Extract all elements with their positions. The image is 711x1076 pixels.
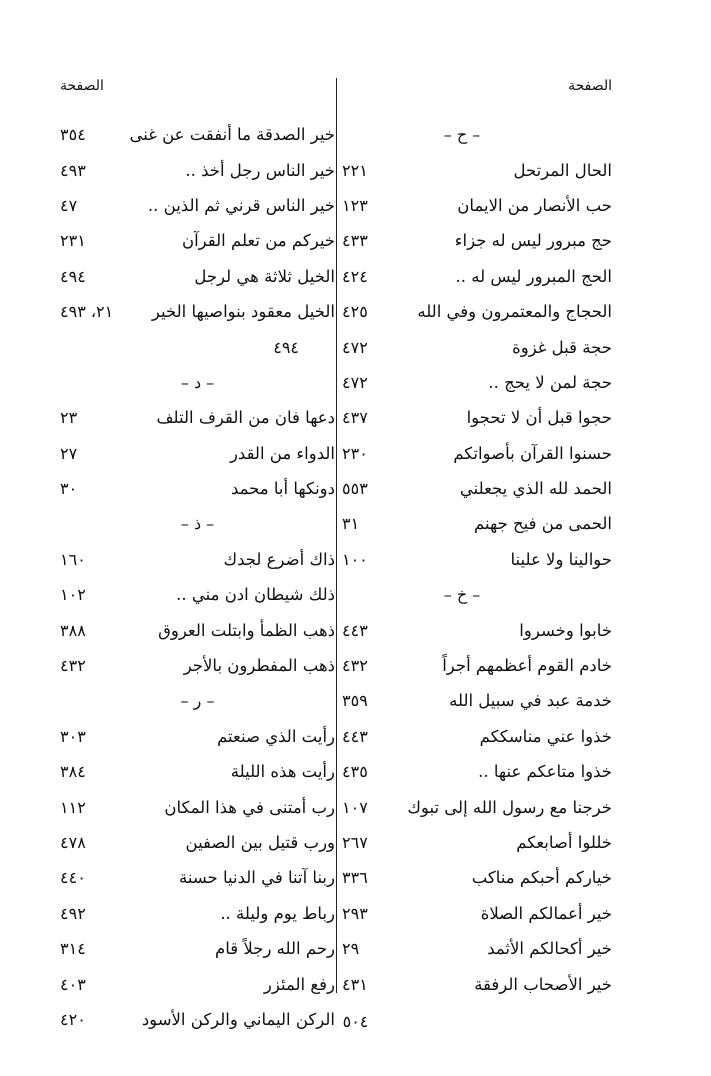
entry-text: ربنا آتنا في الدنيا حسنة xyxy=(179,868,335,888)
right-column xyxy=(342,0,612,1076)
index-entry xyxy=(342,825,612,860)
entry-text: رباط يوم وليلة .. xyxy=(220,903,335,923)
entry-text: خيركم من تعلم القرآن xyxy=(181,231,335,251)
entry-page-number: ١٠٢ xyxy=(60,585,86,605)
entry-page-number: ٢٧ xyxy=(60,443,78,463)
entry-page-number: ٢٩٣ xyxy=(342,903,368,923)
index-entry xyxy=(60,896,335,931)
index-entry xyxy=(342,754,612,789)
section-letter: – خ – xyxy=(443,585,481,605)
index-entry xyxy=(60,294,335,329)
entry-page-number: ٤٩٤ xyxy=(273,337,299,357)
index-entry xyxy=(60,860,335,895)
section-letter: – ح – xyxy=(443,125,481,145)
index-entry xyxy=(342,719,612,754)
entry-page-number: ٤٩٣ xyxy=(60,160,86,180)
entry-text: الحج المبرور ليس له .. xyxy=(455,266,612,286)
index-entry xyxy=(342,436,612,471)
page-number: ٥٠٤ xyxy=(342,1012,369,1031)
right-column-rows xyxy=(342,117,612,1002)
entry-text: ذهب الظمأ وابتلت العروق xyxy=(158,620,335,640)
entry-text: خدمة عبد في سبيل الله xyxy=(449,691,612,711)
entry-page-number: ٤٤٣ xyxy=(342,726,368,746)
section-letter-heading xyxy=(60,506,335,541)
entry-page-number: ٣٥٩ xyxy=(342,691,368,711)
entry-page-number: ٣١ xyxy=(342,514,360,534)
entry-page-number: ١٦٠ xyxy=(60,549,86,569)
index-entry xyxy=(342,683,612,718)
entry-page-number: ٤٤٣ xyxy=(342,620,368,640)
entry-text: ذاك أضرع لجدك xyxy=(223,549,335,569)
column-divider xyxy=(336,78,337,993)
entry-page-number: ٤٣٢ xyxy=(60,656,86,676)
index-entry xyxy=(60,400,335,435)
index-entry xyxy=(60,648,335,683)
entry-text: رأيت هذه الليلة xyxy=(230,762,335,782)
entry-page-number: ٣١٤ xyxy=(60,939,86,959)
index-entry xyxy=(60,966,335,1001)
index-entry xyxy=(60,577,335,612)
index-entry xyxy=(342,612,612,647)
index-entry xyxy=(342,966,612,1001)
index-entry xyxy=(342,931,612,966)
entry-text: رحم الله رجلاً قام xyxy=(215,939,335,959)
entry-text: خذوا عني مناسككم xyxy=(479,726,612,746)
entry-page-number: ١١٢ xyxy=(60,797,86,817)
section-letter-heading xyxy=(342,577,612,612)
index-entry xyxy=(60,223,335,258)
entry-page-number: ٢٩ xyxy=(342,939,360,959)
entry-text: حوالينا ولا علينا xyxy=(510,549,612,569)
entry-page-number: ٤٤٠ xyxy=(60,868,86,888)
entry-text: الحال المرتحل xyxy=(513,160,612,180)
entry-text: خللوا أصابعكم xyxy=(516,833,612,852)
entry-page-number: ٤٣١ xyxy=(342,974,368,994)
entry-text: حب الأنصار من الايمان xyxy=(457,195,612,215)
index-entry xyxy=(60,754,335,789)
entry-text: الحجاج والمعتمرون وفي الله xyxy=(417,302,612,322)
entry-text: خذوا متاعكم عنها .. xyxy=(478,762,612,782)
section-letter: – ر – xyxy=(180,691,215,711)
entry-text: حسنوا القرآن بأصواتكم xyxy=(453,443,612,463)
entry-text: خرجنا مع رسول الله إلى تبوك xyxy=(407,797,612,817)
section-letter-heading xyxy=(342,117,612,152)
section-letter: – ذ – xyxy=(180,514,215,534)
entry-page-number: ٢٣١ xyxy=(60,231,86,251)
entry-page-number: ٢٣ xyxy=(60,408,78,428)
entry-text: خير الأصحاب الرفقة xyxy=(474,974,612,994)
entry-text: خير الناس قرني ثم الذين .. xyxy=(147,195,335,215)
entry-text: حجوا قبل أن لا تحجوا xyxy=(466,408,612,428)
index-entry xyxy=(342,789,612,824)
entry-page-number: ١٠٧ xyxy=(342,797,368,817)
entry-page-number: ٣٨٤ xyxy=(60,762,86,782)
page-column-header: الصفحة xyxy=(568,78,612,94)
index-entry xyxy=(342,294,612,329)
index-entry xyxy=(60,825,335,860)
entry-text: ورب قتيل بين الصفين xyxy=(185,833,335,852)
entry-page-number: ٣٣٦ xyxy=(342,868,368,888)
entry-text: ذلك شيطان ادن مني .. xyxy=(176,585,335,605)
entry-text: الخيل ثلاثة هي لرجل xyxy=(194,266,335,286)
section-letter-heading xyxy=(60,365,335,400)
entry-page-number: ٣٠ xyxy=(60,479,78,499)
index-entry xyxy=(342,223,612,258)
left-column xyxy=(60,0,335,1076)
entry-page-number: ٤٢٤ xyxy=(342,266,368,286)
entry-text: الخيل معقود بنواصيها الخير xyxy=(151,302,335,322)
entry-page-number: ١٢٣ xyxy=(342,195,368,215)
entry-text: خير أعمالكم الصلاة xyxy=(480,903,612,923)
index-entry xyxy=(342,259,612,294)
entry-page-number: ٤٧٨ xyxy=(60,833,86,852)
entry-text: حجة قبل غزوة xyxy=(512,337,612,357)
index-entry xyxy=(342,648,612,683)
entry-page-number: ٢٢١ xyxy=(342,160,368,180)
index-entry xyxy=(60,789,335,824)
entry-text: رب أمتنى في هذا المكان xyxy=(164,797,335,817)
section-letter: – د – xyxy=(180,372,215,392)
section-letter-heading xyxy=(60,683,335,718)
index-entry xyxy=(60,188,335,223)
entry-page-number: ٢٣٠ xyxy=(342,443,368,463)
entry-page-number: ٤٣٧ xyxy=(342,408,368,428)
entry-text: رأيت الذي صنعتم xyxy=(217,726,335,746)
index-entry xyxy=(342,506,612,541)
entry-text: حج مبرور ليس له جزاء xyxy=(454,231,612,251)
entry-text: حجة لمن لا يحج .. xyxy=(488,372,612,392)
entry-text: دعها فان من القرف التلف xyxy=(156,408,335,428)
entry-text: رفع المئزر xyxy=(263,974,335,994)
index-entry xyxy=(342,471,612,506)
entry-page-number: ١٠٠ xyxy=(342,549,368,569)
index-entry xyxy=(342,329,612,364)
index-entry xyxy=(60,542,335,577)
entry-page-number: ٤٣٣ xyxy=(342,231,368,251)
entry-page-number: ٤٢٠ xyxy=(60,1009,86,1029)
entry-text: خابوا وخسروا xyxy=(519,620,612,640)
index-entry xyxy=(60,152,335,187)
left-column-rows xyxy=(60,117,335,1037)
entry-page-number: ٢١، ٤٩٣ xyxy=(60,302,114,322)
index-entry xyxy=(342,542,612,577)
entry-page-number: ٤٠٣ xyxy=(60,974,86,994)
index-entry xyxy=(342,860,612,895)
entry-text: دونكها أبا محمد xyxy=(230,479,335,499)
entry-page-number: ٤٢٥ xyxy=(342,302,368,322)
entry-text: خير أكحالكم الأثمد xyxy=(487,939,612,959)
index-entry xyxy=(60,719,335,754)
entry-text: الركن اليماني والركن الأسود xyxy=(141,1009,335,1029)
entry-text: الحمى من فيح جهنم xyxy=(474,514,612,534)
index-entry xyxy=(60,117,335,152)
entry-text: خادم القوم أعظمهم أجراً xyxy=(442,656,612,676)
index-entry xyxy=(60,436,335,471)
entry-text: خير الناس رجل أخذ .. xyxy=(185,160,335,180)
index-entry xyxy=(342,152,612,187)
entry-text: خياركم أحبكم مناكب xyxy=(471,868,612,888)
page-column-header: الصفحة xyxy=(60,78,104,94)
entry-text: ذهب المفطرون بالأجر xyxy=(183,656,335,676)
entry-page-number: ٢٦٧ xyxy=(342,833,368,852)
entry-page-number: ٣٥٤ xyxy=(60,125,86,145)
entry-page-number: ٤٧٢ xyxy=(342,372,368,392)
entry-text: الحمد لله الذي يجعلني xyxy=(459,479,612,499)
entry-page-number: ٤٩٢ xyxy=(60,903,86,923)
entry-text: الدواء من القدر xyxy=(229,443,335,463)
index-entry xyxy=(342,188,612,223)
index-entry xyxy=(342,365,612,400)
index-entry xyxy=(342,400,612,435)
entry-page-number: ٤٣٢ xyxy=(342,656,368,676)
index-entry xyxy=(60,931,335,966)
entry-continuation-row xyxy=(60,329,335,364)
entry-page-number: ٤٧ xyxy=(60,195,78,215)
entry-page-number: ٣٠٣ xyxy=(60,726,86,746)
entry-page-number: ٤٧٢ xyxy=(342,337,368,357)
index-entry xyxy=(342,896,612,931)
index-entry xyxy=(60,612,335,647)
index-entry xyxy=(60,471,335,506)
entry-text: خير الصدقة ما أنفقت عن غنى xyxy=(129,125,335,145)
entry-page-number: ٤٣٥ xyxy=(342,762,368,782)
entry-page-number: ٤٩٤ xyxy=(60,266,86,286)
index-entry xyxy=(60,259,335,294)
entry-page-number: ٥٥٣ xyxy=(342,479,368,499)
entry-page-number: ٣٨٨ xyxy=(60,620,86,640)
